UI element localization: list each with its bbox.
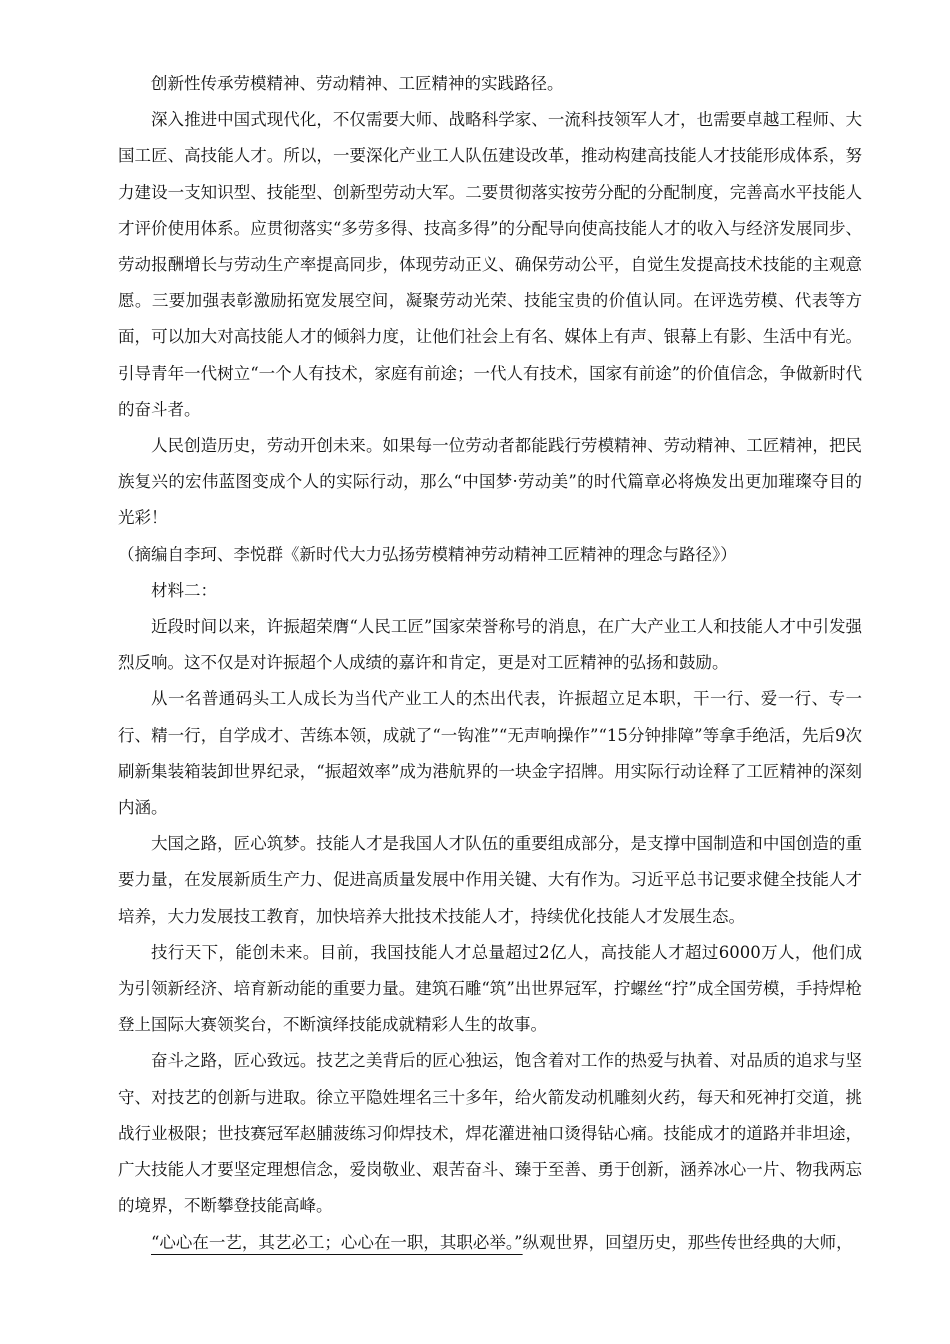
material-two-heading: 材料二：: [151, 580, 217, 600]
document-body: [118, 66, 862, 1261]
paragraph-people-create-history: 人民创造历史，劳动开创未来。如果每一位劳动者都能践行劳模精神、劳动精神、工匠精神，把民族复兴的宏伟蓝图变成个人的实际行动，那么“中国梦·劳动美”的时代篇章必将焕发出更加璀璨夺目的光彩！: [118, 436, 862, 528]
underlined-quote: “心心在一艺，其艺必工；心心在一职，其职必举。”: [151, 1232, 523, 1252]
paragraph-practice-path: 创新性传承劳模精神、劳动精神、工匠精神的实践路径。: [151, 74, 564, 93]
paragraph-xu-zhenchao-honor: 近段时间以来，许振超荣膺“人民工匠”国家荣誉称号的消息，在广大产业工人和技能人才中引发强烈反响。这不仅是对许振超个人成绩的嘉许和肯定，更是对工匠精神的弘扬和鼓励。: [118, 617, 862, 673]
paragraph-struggle-road: 奋斗之路，匠心致远。技艺之美背后的匠心独运，饱含着对工作的热爱与执着、对品质的追求与坚守、对技艺的创新与进取。徐立平隐姓埋名三十多年，给火箭发动机雕刻火药，每天和死神打交道，挑战行业极限；世技赛冠军赵脯菠练习仰焊技术，焊花灌进袖口烫得钻心痛。技能成才的道路并非坦途，广大技能人才要坚定理想信念，爱岗敬业、艰苦奋斗、臻于至善、勇于创新，涵养冰心一片、物我两忘的境界，不断攀登技能高峰。: [118, 1051, 862, 1216]
paragraph-skills-world: 技行天下，能创未来。目前，我国技能人才总量超过2亿人，高技能人才超过6000万人，他们成为引领新经济、培育新动能的重要力量。建筑石雕“筑”出世界冠军，拧螺丝“拧”成全国劳模，手持焊枪登上国际大赛领奖台，不断演绎技能成就精彩人生的故事。: [118, 942, 862, 1035]
paragraph-dock-worker: 从一名普通码头工人成长为当代产业工人的杰出代表，许振超立足本职，干一行、爱一行、专一行、精一行，自学成才、苦练本领，成就了“一钩准”“无声响操作”“15分钟排障”等拿手绝活，先后9次刷新集装箱装卸世界纪录，“振超效率”成为港航界的一块金字招牌。用实际行动诠释了工匠精神的深刻内涵。: [118, 689, 862, 818]
paragraph-quote: [118, 1225, 862, 1261]
quote-continuation: 纵观世界，回望历史，那些传世经典的大师，: [522, 1232, 853, 1252]
paragraph-modernization: 深入推进中国式现代化，不仅需要大师、战略科学家、一流科技领军人才，也需要卓越工程师、大国工匠、高技能人才。所以，一要深化产业工人队伍建设改革，推动构建高技能人才技能形成体系，努力建设一支知识型、技能型、创新型劳动大军。二要贯彻落实按劳分配的分配制度，完善高水平技能人才评价使用体系。应贯彻落实“多劳多得、技高多得”的分配导向使高技能人才的收入与经济发展同步、劳动报酬增长与劳动生产率提高同步，体现劳动正义、确保劳动公平，自觉生发提高技术技能的主观意愿。三要加强表彰激励拓宽发展空间，凝聚劳动光荣、技能宝贵的价值认同。在评选劳模、代表等方面，可以加大对高技能人才的倾斜力度，让他们社会上有名、媒体上有声、银幕上有影、生活中有光。引导青年一代树立“一个人有技术，家庭有前途；一代人有技术，国家有前途”的价值信念，争做新时代的奋斗者。: [118, 110, 862, 419]
paragraph-great-nation-road: 大国之路，匠心筑梦。技能人才是我国人才队伍的重要组成部分，是支撑中国制造和中国创造的重要力量，在发展新质生产力、促进高质量发展中作用关键、大有作为。习近平总书记要求健全技能人才培养，大力发展技工教育，加快培养大批技术技能人才，持续优化技能人才发展生态。: [118, 834, 862, 926]
source-citation: （摘编自李珂、李悦群《新时代大力弘扬劳模精神劳动精神工匠精神的理念与路径》）: [118, 544, 737, 564]
